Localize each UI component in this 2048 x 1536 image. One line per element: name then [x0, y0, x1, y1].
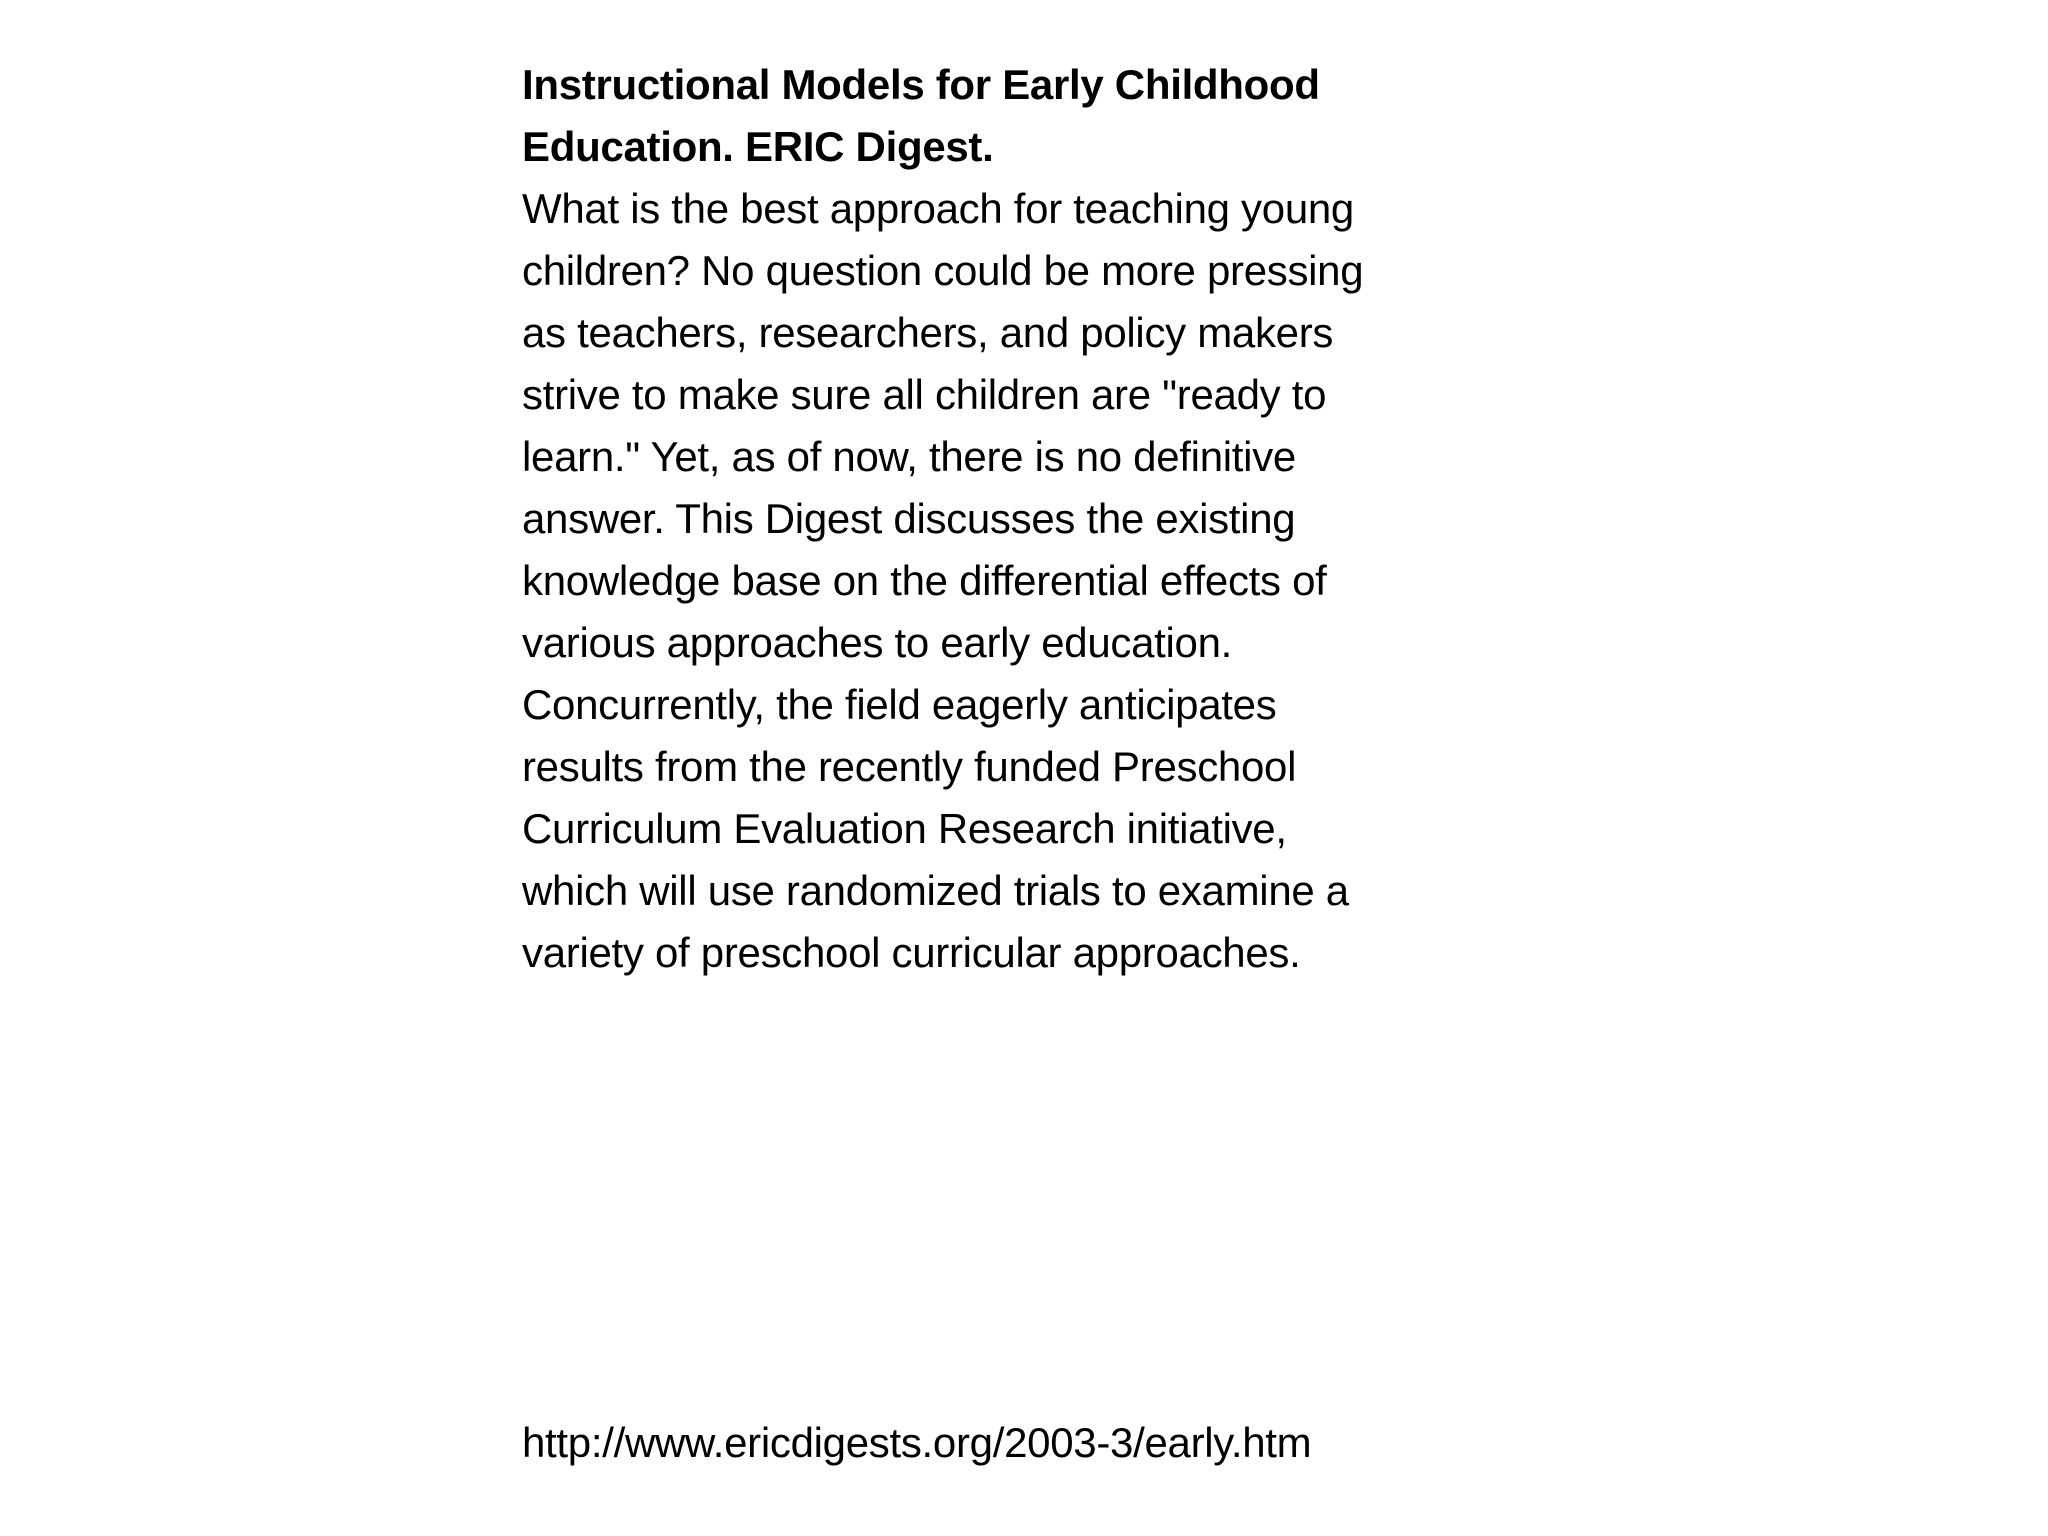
body-line: which will use randomized trials to examine a — [522, 867, 1349, 914]
body-line: children? No question could be more pressing — [522, 247, 1364, 294]
document-title — [522, 54, 1512, 178]
body-line: learn." Yet, as of now, there is no definitive — [522, 433, 1296, 480]
body-line: Curriculum Evaluation Research initiative, — [522, 805, 1287, 852]
body-line: Concurrently, the field eagerly anticipates — [522, 681, 1277, 728]
body-line: various approaches to early education. — [522, 619, 1233, 666]
body-line: as teachers, researchers, and policy makers — [522, 309, 1334, 356]
body-line: results from the recently funded Preschool — [522, 743, 1297, 790]
title-line: Education. ERIC Digest. — [522, 123, 994, 170]
body-line: What is the best approach for teaching young — [522, 185, 1354, 232]
document-body — [522, 178, 1512, 984]
body-line: variety of preschool curricular approaches. — [522, 929, 1301, 976]
body-line: answer. This Digest discusses the existing — [522, 495, 1296, 542]
source-url: http://www.ericdigests.org/2003-3/early.htm — [522, 1419, 1312, 1466]
body-line: strive to make sure all children are "ready to — [522, 371, 1327, 418]
body-line: knowledge base on the differential effects of — [522, 557, 1327, 604]
title-line: Instructional Models for Early Childhood — [522, 61, 1320, 108]
document-column — [522, 54, 1512, 984]
